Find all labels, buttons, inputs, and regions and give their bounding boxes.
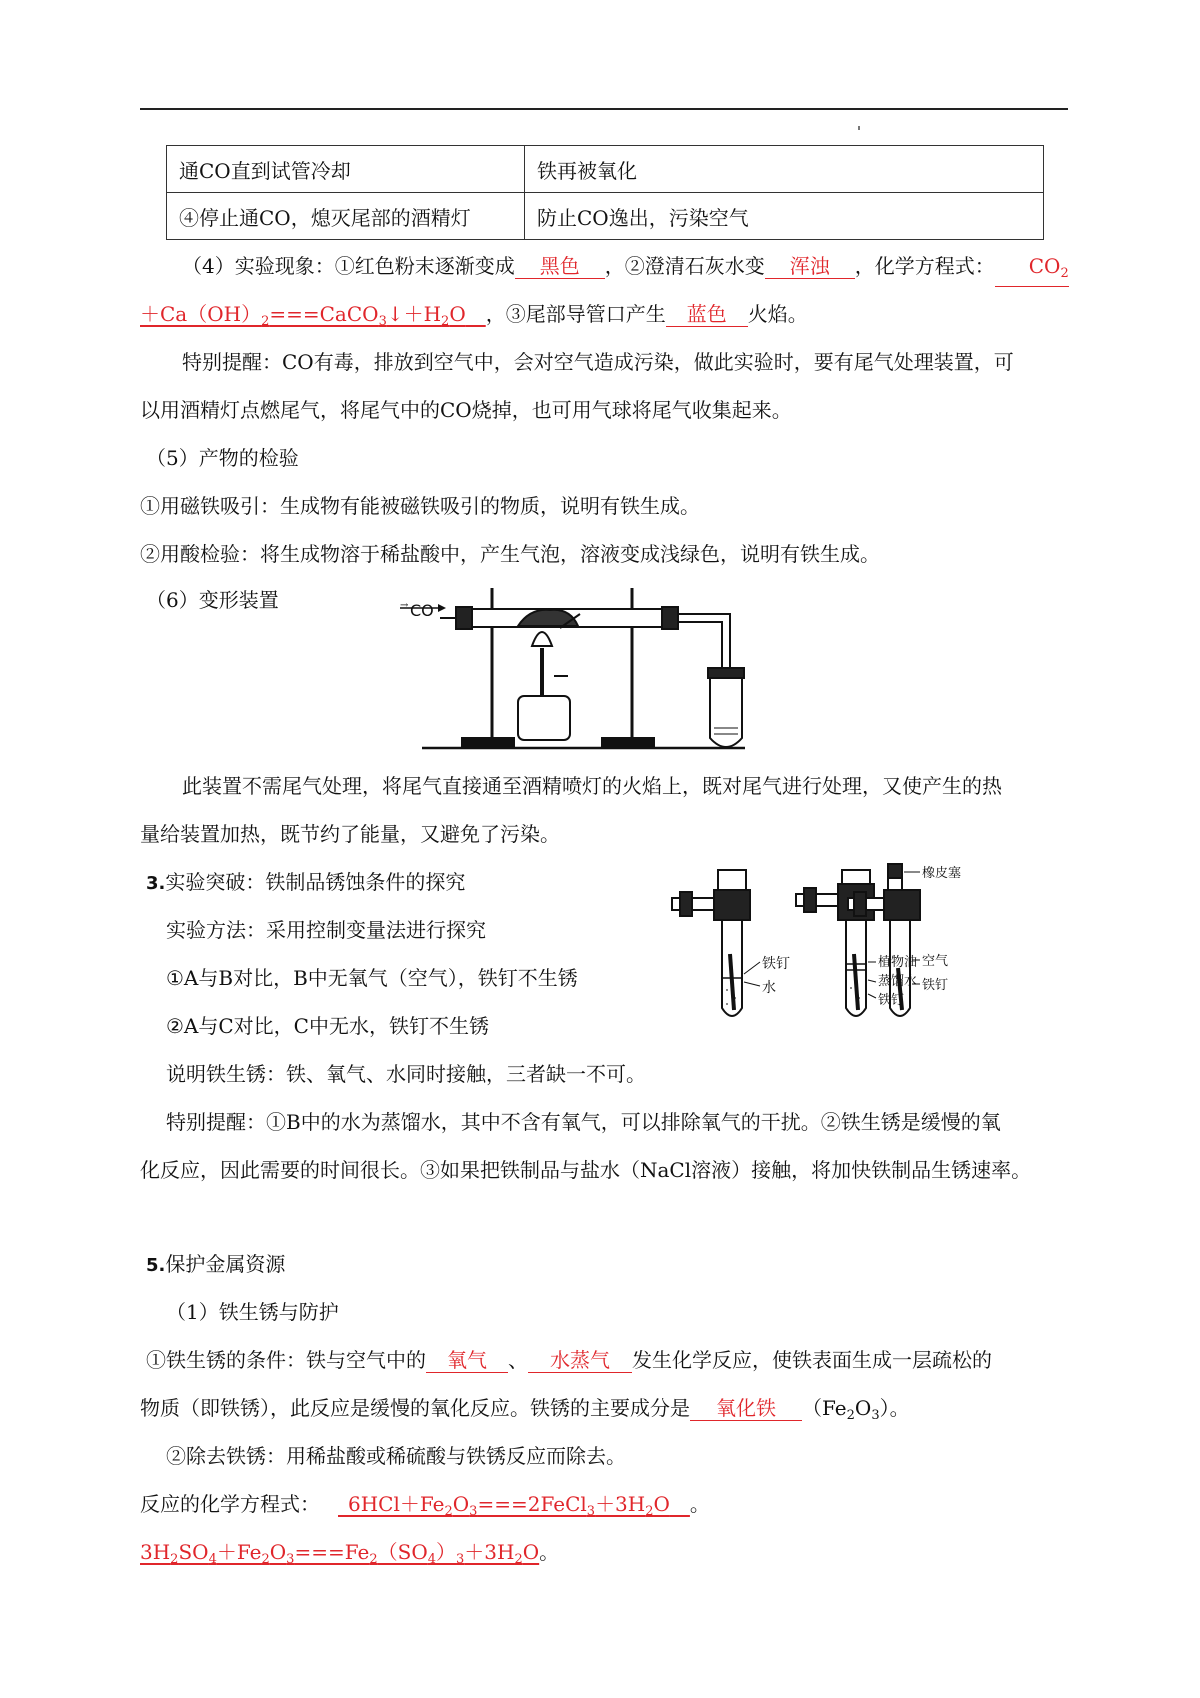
figure-co-label: CO xyxy=(410,601,434,620)
equation-hcl: $6HCl+Fe_2O_3===2FeCl_3+3H_2O$ xyxy=(348,1492,670,1519)
tube-c-air-label: 空气 xyxy=(922,954,949,969)
tube-b-nail-label: 铁钉 xyxy=(878,993,905,1008)
modified-apparatus-figure xyxy=(400,578,770,758)
answer-blue: 蓝色 xyxy=(666,302,748,327)
s3-heading: 3.实验突破：铁制品锈蚀条件的探究 xyxy=(146,870,466,894)
table-cell-step: ④停止通CO，熄灭尾部的酒精灯 xyxy=(167,193,525,240)
s5b-sub1: （1）铁生锈与防护 xyxy=(166,1300,339,1324)
table-row xyxy=(167,146,1044,193)
s5b-line2: 物质（即铁锈），此反应是缓慢的氧化反应。铁锈的主要成分是 氧化铁 $(Fe_2O_3)$。 xyxy=(140,1396,910,1423)
page-mark xyxy=(858,126,860,130)
equation-h2so4: $3H_2SO_4+Fe_2O_3===Fe_2(SO_4)_3+3H_2O$ xyxy=(140,1540,540,1567)
tube-a-water-label: 水 xyxy=(762,980,776,996)
s6-title: （6）变形装置 xyxy=(146,588,279,612)
header-rule xyxy=(140,108,1068,110)
remind1-line2: 以用酒精灯点燃尾气，将尾气中的CO烧掉，也可用气球将尾气收集起来。 xyxy=(140,398,792,422)
s5b-line3: ②除去铁锈：用稀盐酸或稀硫酸与铁锈反应而除去。 xyxy=(166,1444,626,1468)
s5-title: （5）产物的检验 xyxy=(146,446,299,470)
s5b-equation2: $3H_2SO_4+Fe_2O_3===Fe_2(SO_4)_3+3H_2O$。 xyxy=(140,1540,560,1567)
s3-conclusion: 说明铁生锈：铁、氧气、水同时接触，三者缺一不可。 xyxy=(166,1062,646,1086)
tube-a-nail-label: 铁钉 xyxy=(762,956,790,972)
equation-part2: $+Ca(OH)_2===CaCO_3↓+H_2O$ xyxy=(140,302,466,329)
s3-remind-line2: 化反应，因此需要的时间很长。③如果把铁制品与盐水（NaCl溶液）接触，将加快铁制品生锈速率。 xyxy=(140,1158,1032,1182)
s5b-heading: 5.保护金属资源 xyxy=(146,1252,286,1276)
procedure-table xyxy=(166,145,1044,240)
table-cell-reason: 防止CO逸出，污染空气 xyxy=(525,193,1044,240)
rust-test-tubes-figure xyxy=(664,858,1104,1038)
table-cell-step: 通CO直到试管冷却 xyxy=(167,146,525,193)
answer-iron-oxide: 氧化铁 xyxy=(690,1396,802,1421)
s5-line1: ①用磁铁吸引：生成物有能被磁铁吸引的物质，说明有铁生成。 xyxy=(140,494,700,518)
answer-black: 黑色 xyxy=(515,254,605,279)
s3-comparison1: ①A与B对比，B中无氧气（空气），铁钉不生锈 xyxy=(166,966,578,990)
tube-b-oil-label: 植物油 xyxy=(878,955,918,970)
equation-part1: $CO_2$ xyxy=(995,254,1069,287)
s6-para-line1: 此装置不需尾气处理，将尾气直接通至酒精喷灯的火焰上，既对尾气进行处理，又使产生的热 xyxy=(182,774,1002,798)
s5-line2: ②用酸检验：将生成物溶于稀盐酸中，产生气泡，溶液变成浅绿色，说明有铁生成。 xyxy=(140,542,880,566)
answer-water-vapor: 水蒸气 xyxy=(528,1348,632,1373)
s4-line2: $+Ca(OH)_2===CaCO_3↓+H_2O$ ，③尾部导管口产生 蓝色 火焰。 xyxy=(140,302,808,329)
s5b-line1: ①铁生锈的条件：铁与空气中的 氧气 、 水蒸气 发生化学反应，使铁表面生成一层疏松的 xyxy=(146,1348,992,1372)
s3-remind-line1: 特别提醒：①B中的水为蒸馏水，其中不含有氧气，可以排除氧气的干扰。②铁生锈是缓慢的氧 xyxy=(166,1110,1001,1134)
answer-oxygen: 氧气 xyxy=(426,1348,508,1373)
s3-comparison2: ②A与C对比，C中无水，铁钉不生锈 xyxy=(166,1014,489,1038)
table-row xyxy=(167,193,1044,240)
table-cell-reason: 铁再被氧化 xyxy=(525,146,1044,193)
s4-line1: （4）实验现象：①红色粉末逐渐变成 黑色 ，②澄清石灰水变 浑浊 ，化学方程式： $CO_2$ xyxy=(182,252,1069,287)
s3-method: 实验方法：采用控制变量法进行探究 xyxy=(166,918,486,942)
svg-text:→: → xyxy=(400,600,409,611)
tube-b-water-label: 蒸馏水 xyxy=(878,974,918,989)
answer-turbid: 浑浊 xyxy=(765,254,855,279)
tube-c-nail-label: 铁钉 xyxy=(922,978,949,993)
tube-c-stopper-label: 橡皮塞 xyxy=(922,866,962,881)
remind1-line1: 特别提醒：CO有毒，排放到空气中，会对空气造成污染，做此实验时，要有尾气处理装置，可 xyxy=(182,350,1014,374)
s6-para-line2: 量给装置加热，既节约了能量，又避免了污染。 xyxy=(140,822,560,846)
s5b-equation1: 反应的化学方程式： $6HCl+Fe_2O_3===2FeCl_3+3H_2O$ 。 xyxy=(140,1492,710,1519)
